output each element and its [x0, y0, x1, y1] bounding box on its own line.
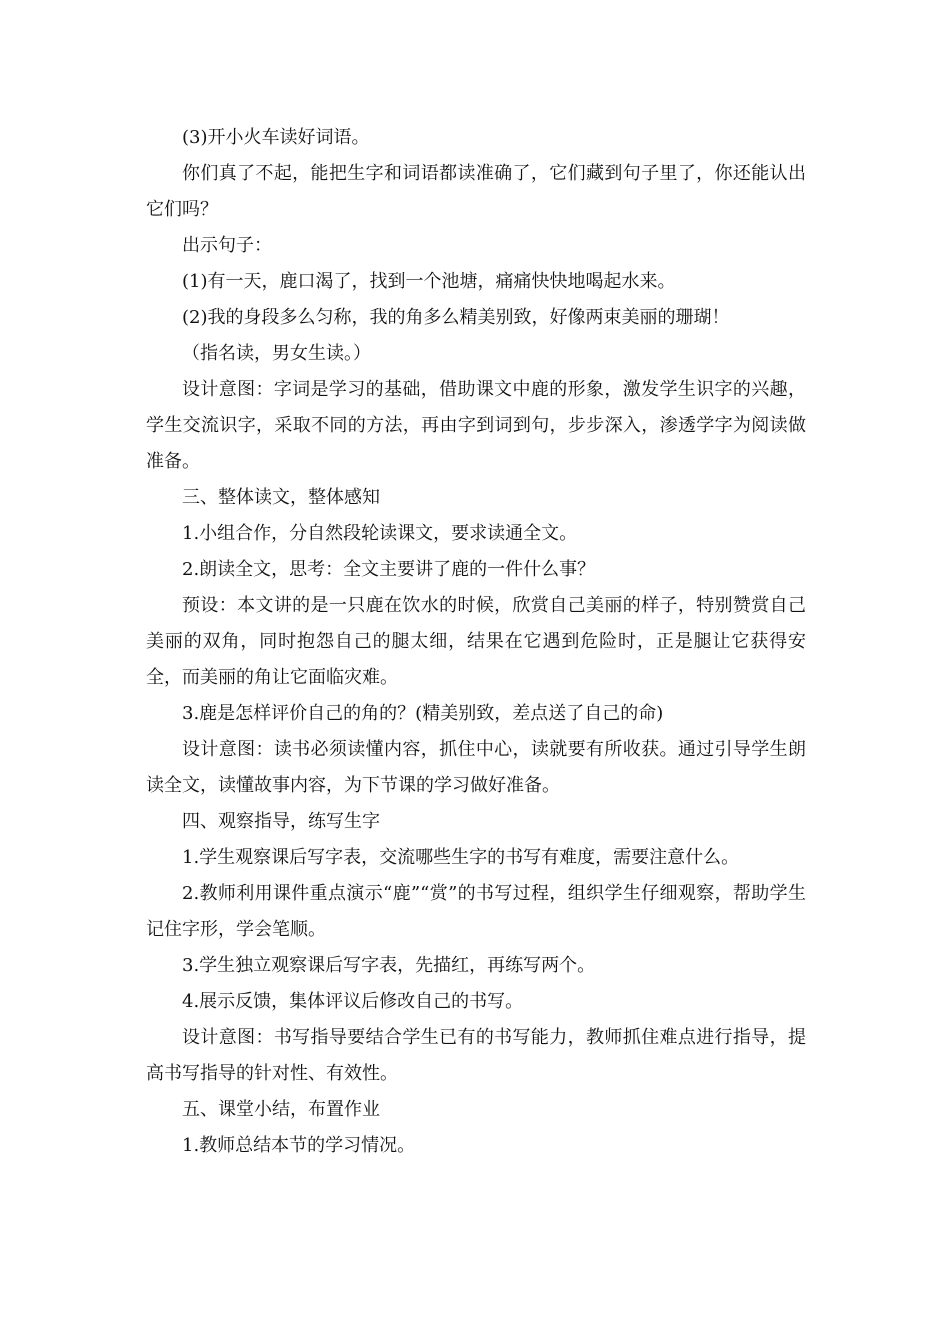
paragraph: (3)开小火车读好词语。 [182, 127, 370, 148]
paragraph: 4.展示反馈，集体评议后修改自己的书写。 [182, 991, 524, 1012]
section-heading: 三、整体读文，整体感知 [182, 487, 380, 508]
paragraph: 出示句子： [182, 235, 272, 256]
section-heading: 五、课堂小结，布置作业 [182, 1099, 380, 1120]
paragraph: 你们真了不起，能把生字和词语都读准确了，它们藏到句子里了，你还能认出它们吗？ [146, 163, 806, 220]
paragraph: 设计意图：书写指导要结合学生已有的书写能力，教师抓住难点进行指导，提高书写指导的针对性、有效性。 [146, 1027, 806, 1084]
paragraph: 预设：本文讲的是一只鹿在饮水的时候，欣赏自己美丽的样子，特别赞赏自己美丽的双角，同时抱怨自己的腿太细，结果在它遇到危险时，正是腿让它获得安全，而美丽的角让它面临灾难。 [146, 595, 806, 688]
paragraph: 3.学生独立观察课后写字表，先描红，再练写两个。 [182, 955, 596, 976]
paragraph: 设计意图：读书必须读懂内容，抓住中心，读就要有所收获。通过引导学生朗读全文，读懂故事内容，为下节课的学习做好准备。 [146, 739, 806, 796]
paragraph: (2)我的身段多么匀称，我的角多么精美别致，好像两束美丽的珊瑚！ [182, 307, 730, 328]
paragraph: 1.小组合作，分自然段轮读课文，要求读通全文。 [182, 523, 578, 544]
paragraph: （指名读，男女生读。） [182, 343, 371, 364]
paragraph: 2.朗读全文，思考：全文主要讲了鹿的一件什么事？ [182, 559, 596, 580]
paragraph: (1)有一天，鹿口渴了，找到一个池塘，痛痛快快地喝起水来。 [182, 271, 676, 292]
paragraph: 设计意图：字词是学习的基础，借助课文中鹿的形象，激发学生识字的兴趣，学生交流识字，采取不同的方法，再由字到词到句，步步深入，渗透学字为阅读做准备。 [146, 379, 806, 472]
document-body [146, 120, 806, 1164]
paragraph: 1.教师总结本节的学习情况。 [182, 1135, 416, 1156]
paragraph: 2.教师利用课件重点演示“鹿”“赏”的书写过程，组织学生仔细观察，帮助学生记住字形，学会笔顺。 [146, 883, 806, 940]
paragraph: 1.学生观察课后写字表，交流哪些生字的书写有难度，需要注意什么。 [182, 847, 740, 868]
section-heading: 四、观察指导，练写生字 [182, 811, 380, 832]
paragraph: 3.鹿是怎样评价自己的角的？(精美别致，差点送了自己的命) [182, 703, 664, 724]
